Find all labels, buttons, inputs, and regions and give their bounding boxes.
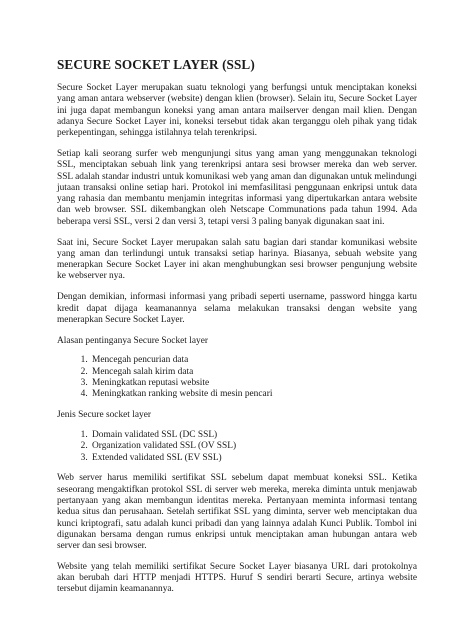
paragraph-certificate: Web server harus memiliki sertifikat SSL sebelum dapat membuat koneksi SSL. Ketika seseorang mengaktifkan protokol SSL di server web mereka, mereka diminta untuk menjawab pertanyaan yang akan membangun identitas mereka. Pertanyaan meminta informasi tentang kedua situs dan perusahaan. Setelah sertifikat SSL yang diminta, server web menciptakan dua kunci kriptografi, satu adalah kunci pribadi dan yang lainnya adalah Kunci Publik. Tombol ini digunakan bersama dengan rumus enkripsi untuk menciptakan aman hubungan antara web server dan sesi browser. (57, 473, 417, 552)
list-item: 1. Domain validated SSL (DC SSL) (90, 430, 417, 441)
list-item: 3. Meningkatkan reputasi website (90, 378, 417, 389)
reasons-list (57, 355, 417, 400)
paragraph-https: Website yang telah memiliki sertifikat Secure Socket Layer biasanya URL dari protokolnya akan berubah dari HTTP menjadi HTTPS. Huruf S sendiri berarti Secure, artinya website tersebut dijamin keamanannya. (57, 561, 417, 595)
types-list (57, 430, 417, 464)
paragraph-ssl-today: Saat ini, Secure Socket Layer merupakan salah satu bagian dari standar komunikasi website yang aman dan terlindungi untuk transaksi setiap harinya. Biasanya, sebuah website yang menerapkan Secure Socket Layer ini akan menghubungkan sesi browser pengunjung website ke webserver nya. (57, 237, 417, 282)
document-title: SECURE SOCKET LAYER (SSL) (57, 57, 255, 72)
paragraph-intro: Secure Socket Layer merupakan suatu teknologi yang berfungsi untuk menciptakan koneksi yang aman antara webserver (website) dengan klien (browser). Selain itu, Secure Socket Layer ini juga dapat membangun koneksi yang aman antara mailserver dengan mail klien. Dengan adanya Secure Socket Layer ini, koneksi tersebut tidak akan terganggu oleh pihak yang tidak perkepentingan, sehingga istilahnya telah terenkripsi. (57, 83, 417, 139)
list-item: 1. Mencegah pencurian data (90, 355, 417, 366)
types-heading: Jenis Secure socket layer (57, 410, 151, 421)
paragraph-privacy: Dengan demikian, informasi informasi yang pribadi seperti username, password hingga kartu kredit dapat dijaga keamanannya selama melakukan transaksi dengan website yang menerapkan Secure Socket Layer. (57, 292, 417, 325)
list-item: 4. Meningkatkan ranking website di mesin pencari (90, 389, 417, 400)
list-item: 2. Organization validated SSL (OV SSL) (90, 441, 417, 452)
list-item: 3. Extended validated SSL (EV SSL) (90, 453, 417, 464)
paragraph-how-ssl-works: Setiap kali seorang surfer web mengunjungi situs yang aman yang menggunakan teknologi SSL, menciptakan sebuah link yang terenkripsi antara sesi browser mereka dan web server. SSL adalah standar industri untuk komunikasi web yang aman dan digunakan untuk melindungi jutaan transaksi online setiap hari. Protokol ini memfasilitasi penggunaan enkripsi untuk data yang rahasia dan membantu menjamin integritas informasi yang dipertukarkan antara website dan web browser. SSL dikembangkan oleh Netscape Communations pada tahun 1994. Ada beberapa versi SSL, versi 2 dan versi 3, tetapi versi 3 paling banyak digunakan saat ini. (57, 148, 418, 227)
reasons-heading: Alasan pentinganya Secure Socket layer (57, 335, 208, 346)
list-item: 2. Mencegah salah kirim data (90, 367, 417, 378)
